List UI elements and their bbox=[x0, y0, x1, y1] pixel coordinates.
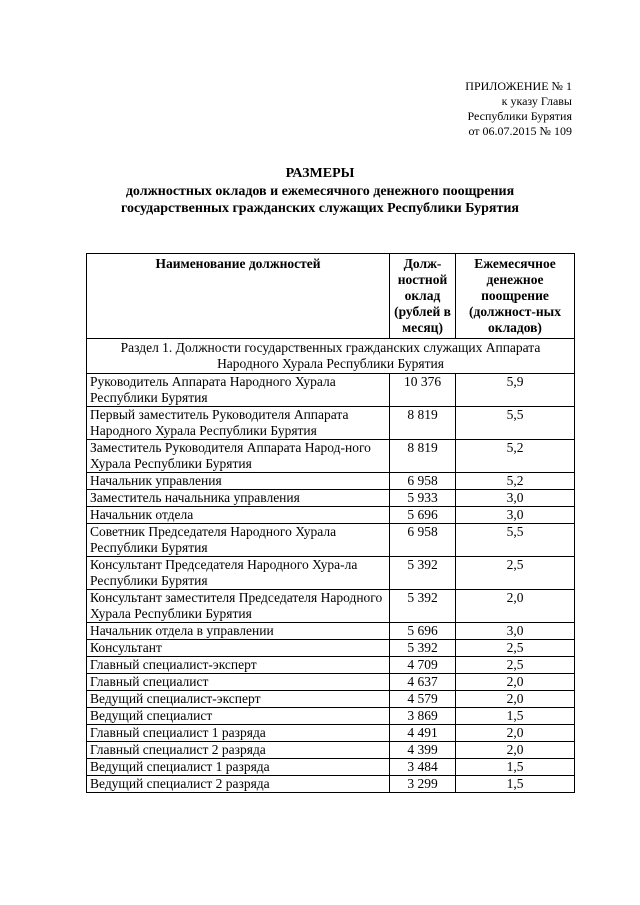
salary-cell: 5 392 bbox=[390, 640, 456, 657]
appendix-block bbox=[465, 79, 572, 139]
position-cell: Руководитель Аппарата Народного Хурала Республики Бурятия bbox=[87, 374, 390, 407]
salary-table bbox=[86, 253, 575, 793]
bonus-cell: 2,0 bbox=[456, 691, 575, 708]
position-cell: Консультант заместителя Председателя Народного Хурала Республики Бурятия bbox=[87, 590, 390, 623]
header-bonus: Ежемесячное денежное поощрение (должност-ных окладов) bbox=[456, 254, 575, 339]
document-title bbox=[0, 165, 640, 218]
position-cell: Консультант bbox=[87, 640, 390, 657]
bonus-cell: 2,0 bbox=[456, 742, 575, 759]
table-row bbox=[87, 708, 575, 725]
bonus-cell: 3,0 bbox=[456, 507, 575, 524]
table-row bbox=[87, 657, 575, 674]
salary-cell: 3 484 bbox=[390, 759, 456, 776]
header-salary: Долж-ностной оклад (рублей в месяц) bbox=[390, 254, 456, 339]
table-row bbox=[87, 759, 575, 776]
salary-cell: 8 819 bbox=[390, 440, 456, 473]
bonus-cell: 5,2 bbox=[456, 440, 575, 473]
salary-cell: 8 819 bbox=[390, 407, 456, 440]
section-title: Раздел 1. Должности государственных гражданских служащих Аппарата Народного Хурала Республики Бурятия bbox=[87, 339, 575, 374]
position-cell: Советник Председателя Народного Хурала Республики Бурятия bbox=[87, 524, 390, 557]
table-row bbox=[87, 674, 575, 691]
position-cell: Ведущий специалист bbox=[87, 708, 390, 725]
salary-cell: 4 579 bbox=[390, 691, 456, 708]
salary-cell: 5 696 bbox=[390, 507, 456, 524]
table-row bbox=[87, 490, 575, 507]
table-row bbox=[87, 374, 575, 407]
position-cell: Заместитель Руководителя Аппарата Народ-ного Хурала Республики Бурятия bbox=[87, 440, 390, 473]
table-row bbox=[87, 473, 575, 490]
bonus-cell: 3,0 bbox=[456, 490, 575, 507]
table-row bbox=[87, 524, 575, 557]
salary-cell: 3 299 bbox=[390, 776, 456, 793]
salary-cell: 5 392 bbox=[390, 557, 456, 590]
section-row bbox=[87, 339, 575, 374]
header-position: Наименование должностей bbox=[87, 254, 390, 339]
bonus-cell: 2,5 bbox=[456, 657, 575, 674]
salary-cell: 4 637 bbox=[390, 674, 456, 691]
bonus-cell: 3,0 bbox=[456, 623, 575, 640]
salary-cell: 4 399 bbox=[390, 742, 456, 759]
position-cell: Главный специалист-эксперт bbox=[87, 657, 390, 674]
bonus-cell: 5,9 bbox=[456, 374, 575, 407]
table-row bbox=[87, 640, 575, 657]
position-cell: Первый заместитель Руководителя Аппарата Народного Хурала Республики Бурятия bbox=[87, 407, 390, 440]
position-cell: Заместитель начальника управления bbox=[87, 490, 390, 507]
position-cell: Начальник отдела bbox=[87, 507, 390, 524]
appendix-republic: Республики Бурятия bbox=[467, 109, 572, 123]
salary-cell: 5 933 bbox=[390, 490, 456, 507]
position-cell: Главный специалист 2 разряда bbox=[87, 742, 390, 759]
salary-cell: 4 491 bbox=[390, 725, 456, 742]
appendix-date-number: от 06.07.2015 № 109 bbox=[468, 124, 572, 138]
table-row bbox=[87, 440, 575, 473]
bonus-cell: 2,5 bbox=[456, 557, 575, 590]
position-cell: Начальник управления bbox=[87, 473, 390, 490]
position-cell: Ведущий специалист 2 разряда bbox=[87, 776, 390, 793]
table-row bbox=[87, 623, 575, 640]
salary-cell: 6 958 bbox=[390, 524, 456, 557]
table-row bbox=[87, 407, 575, 440]
table-row bbox=[87, 691, 575, 708]
bonus-cell: 1,5 bbox=[456, 776, 575, 793]
table-row bbox=[87, 507, 575, 524]
salary-cell: 5 392 bbox=[390, 590, 456, 623]
bonus-cell: 2,0 bbox=[456, 590, 575, 623]
bonus-cell: 1,5 bbox=[456, 708, 575, 725]
position-cell: Консультант Председателя Народного Хура-ла Республики Бурятия bbox=[87, 557, 390, 590]
bonus-cell: 5,5 bbox=[456, 407, 575, 440]
title-heading: РАЗМЕРЫ bbox=[285, 166, 355, 181]
appendix-title: ПРИЛОЖЕНИЕ № 1 bbox=[465, 79, 572, 93]
salary-cell: 5 696 bbox=[390, 623, 456, 640]
position-cell: Главный специалист bbox=[87, 674, 390, 691]
salary-cell: 10 376 bbox=[390, 374, 456, 407]
title-subheading-2: государственных гражданских служащих Республики Бурятия bbox=[120, 201, 519, 216]
title-subheading-1: должностных окладов и ежемесячного денежного поощрения bbox=[125, 183, 515, 199]
bonus-cell: 5,5 bbox=[456, 524, 575, 557]
bonus-cell: 2,0 bbox=[456, 674, 575, 691]
salary-cell: 3 869 bbox=[390, 708, 456, 725]
position-cell: Ведущий специалист 1 разряда bbox=[87, 759, 390, 776]
bonus-cell: 2,5 bbox=[456, 640, 575, 657]
bonus-cell: 2,0 bbox=[456, 725, 575, 742]
appendix-decree-ref: к указу Главы bbox=[501, 94, 572, 108]
table-row bbox=[87, 557, 575, 590]
salary-cell: 6 958 bbox=[390, 473, 456, 490]
table-row bbox=[87, 742, 575, 759]
salary-cell: 4 709 bbox=[390, 657, 456, 674]
bonus-cell: 5,2 bbox=[456, 473, 575, 490]
table-row bbox=[87, 725, 575, 742]
table-row bbox=[87, 590, 575, 623]
position-cell: Главный специалист 1 разряда bbox=[87, 725, 390, 742]
bonus-cell: 1,5 bbox=[456, 759, 575, 776]
position-cell: Начальник отдела в управлении bbox=[87, 623, 390, 640]
table-row bbox=[87, 776, 575, 793]
table-header-row bbox=[87, 254, 575, 339]
position-cell: Ведущий специалист-эксперт bbox=[87, 691, 390, 708]
